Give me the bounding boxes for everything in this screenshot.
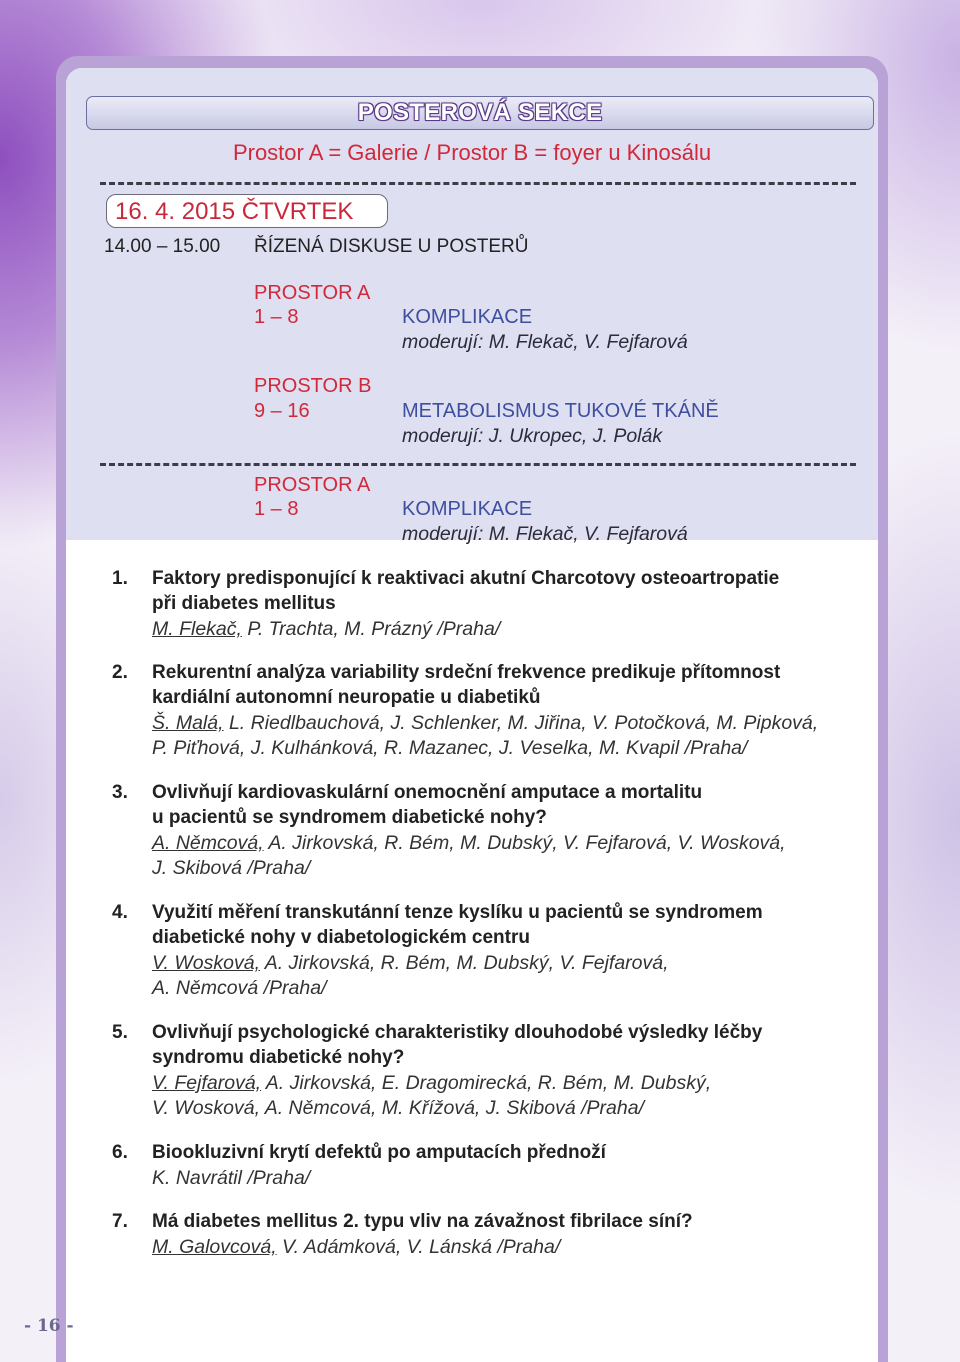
- poster-authors: [152, 618, 500, 641]
- room-a-topic: KOMPLIKACE: [402, 306, 533, 328]
- poster-coauthors: A. Jirkovská, E. Dragomirecká, R. Bém, M. Dubský,: [261, 1072, 712, 1094]
- poster-authors: [152, 1236, 560, 1259]
- section-moderators: moderují: M. Flekač, V. Fejfarová: [402, 523, 688, 545]
- room-a-moderators: moderují: M. Flekač, V. Fejfarová: [402, 331, 688, 353]
- poster-title-line: Faktory predisponující k reaktivaci akutní Charcotovy osteoartropatie: [152, 568, 780, 589]
- poster-presenter: Š. Malá,: [152, 712, 224, 734]
- poster-title-line: Využití měření transkutánní tenze kyslíku u pacientů se syndromem: [152, 902, 763, 923]
- poster-authors: [152, 952, 669, 975]
- room-b-moderators: moderují: J. Ukropec, J. Polák: [402, 425, 663, 447]
- poster-coauthors: P. Trachta, M. Prázný /Praha/: [241, 618, 501, 640]
- session-title: ŘÍZENÁ DISKUSE U POSTERŮ: [254, 236, 529, 257]
- poster-coauthors: L. Riedlbauchová, J. Schlenker, M. Jiřina, V. Potočková, M. Pipková,: [223, 712, 819, 734]
- poster-authors-line: A. Němcová /Praha/: [152, 977, 327, 999]
- poster-title-line: diabetické nohy v diabetologickém centru: [152, 927, 530, 948]
- poster-authors: [152, 712, 818, 735]
- schedule-band: [66, 68, 878, 540]
- session-time: 14.00 – 15.00: [104, 236, 221, 257]
- poster-title-line: u pacientů se syndromem diabetické nohy?: [152, 807, 547, 828]
- dashed-divider-top: [100, 182, 856, 185]
- poster-number: 6.: [112, 1142, 128, 1163]
- poster-number: 2.: [112, 662, 128, 683]
- poster-number: 3.: [112, 782, 128, 803]
- poster-presenter: A. Němcová,: [152, 832, 264, 854]
- poster-title-line: Biookluzivní krytí defektů po amputacích přednoží: [152, 1142, 606, 1163]
- section-range: 1 – 8: [254, 498, 299, 520]
- poster-title-line: Rekurentní analýza variability srdeční frekvence predikuje přítomnost: [152, 662, 781, 683]
- poster-title-line: Ovlivňují kardiovaskulární onemocnění amputace a mortalitu: [152, 782, 703, 803]
- dashed-divider-bottom: [100, 463, 856, 466]
- poster-presenter: V. Wosková,: [152, 952, 261, 974]
- session-date: 16. 4. 2015 ČTVRTEK: [115, 198, 354, 225]
- poster-number: 1.: [112, 568, 128, 589]
- section-room-label: PROSTOR A: [254, 474, 371, 496]
- poster-authors-line: V. Wosková, A. Němcová, M. Křížová, J. Skibová /Praha/: [152, 1097, 645, 1119]
- poster-title-line: při diabetes mellitus: [152, 593, 336, 614]
- poster-authors-line: J. Skibová /Praha/: [152, 857, 311, 879]
- poster-authors: [152, 832, 786, 855]
- section-title-bar: [86, 96, 874, 130]
- section-title: POSTEROVÁ SEKCE: [357, 99, 603, 126]
- poster-coauthors: A. Jirkovská, R. Bém, M. Dubský, V. Fejfarová,: [260, 952, 669, 974]
- poster-authors: K. Navrátil /Praha/: [152, 1167, 311, 1189]
- room-b-topic: METABOLISMUS TUKOVÉ TKÁNĚ: [402, 400, 719, 422]
- poster-authors-line: P. Piťhová, J. Kulhánková, R. Mazanec, J. Veselka, M. Kvapil /Praha/: [152, 737, 748, 759]
- poster-coauthors: A. Jirkovská, R. Bém, M. Dubský, V. Fejfarová, V. Wosková,: [263, 832, 786, 854]
- poster-presenter: M. Galovcová,: [152, 1236, 277, 1258]
- poster-number: 4.: [112, 902, 128, 923]
- poster-presenter: V. Fejfarová,: [152, 1072, 262, 1094]
- room-b-label: PROSTOR B: [254, 375, 372, 397]
- poster-title-line: syndromu diabetické nohy?: [152, 1047, 405, 1068]
- room-b-range: 9 – 16: [254, 400, 310, 422]
- poster-authors: [152, 1072, 711, 1095]
- poster-title-line: Ovlivňují psychologické charakteristiky dlouhodobé výsledky léčby: [152, 1022, 763, 1043]
- poster-title-line: kardiální autonomní neuropatie u diabetiků: [152, 687, 541, 708]
- poster-title-line: Má diabetes mellitus 2. typu vliv na závažnost fibrilace síní?: [152, 1211, 693, 1232]
- page-number: - 16 -: [24, 1316, 74, 1336]
- room-a-range: 1 – 8: [254, 306, 299, 328]
- poster-presenter: M. Flekač,: [152, 618, 242, 640]
- poster-number: 7.: [112, 1211, 128, 1232]
- section-topic: KOMPLIKACE: [402, 498, 533, 520]
- room-a-label: PROSTOR A: [254, 282, 371, 304]
- poster-number: 5.: [112, 1022, 128, 1043]
- date-box: [106, 194, 388, 228]
- poster-coauthors: V. Adámková, V. Lánská /Praha/: [276, 1236, 561, 1258]
- venue-subtitle: Prostor A = Galerie / Prostor B = foyer u Kinosálu: [232, 140, 712, 165]
- content-panel: [66, 68, 878, 1362]
